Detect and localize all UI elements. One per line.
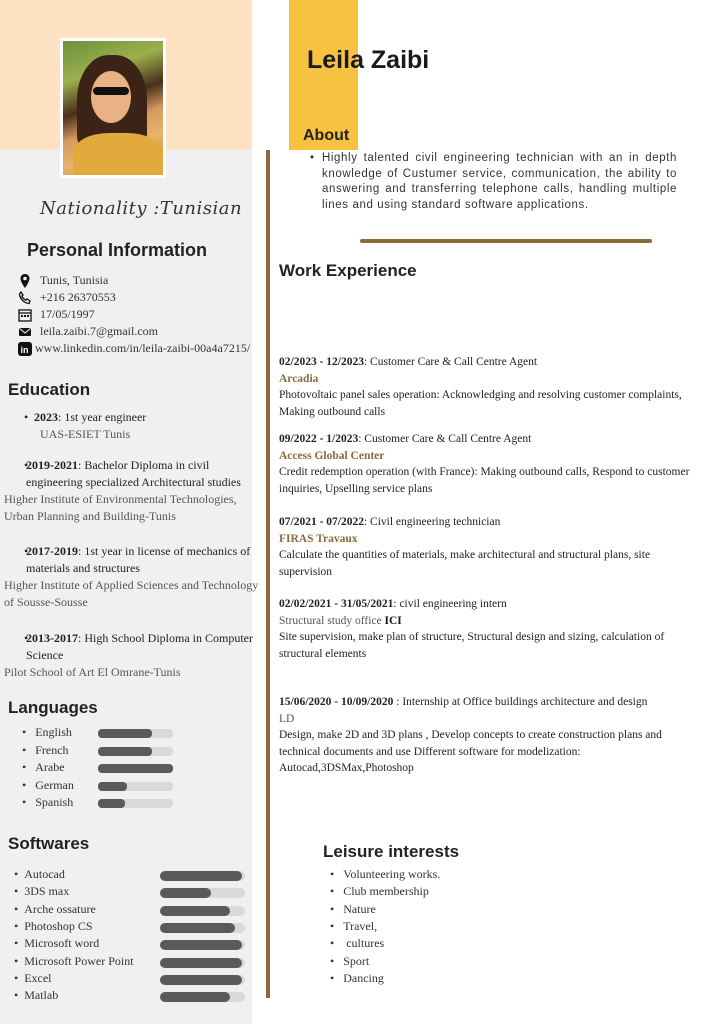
- education-item: [4, 543, 262, 611]
- software-level-fill: [160, 871, 242, 881]
- language-level-fill: [98, 764, 173, 773]
- leisure-item: • cultures: [330, 936, 385, 951]
- about-text: • Highly talented civil engineering technician with an in depth knowledge of Custumer service, communication, the ability to answering and transferring telephone calls, handling multiple lines and using standard software applications.: [322, 151, 677, 213]
- software-item: • 3DS max: [14, 884, 70, 899]
- software-level-bar: [160, 940, 245, 950]
- calendar-icon: [18, 308, 32, 322]
- job-company: Structural study office ICI: [279, 614, 402, 627]
- job-entry: [279, 694, 694, 777]
- job-entry: [279, 354, 694, 420]
- leisure-item: • Dancing: [330, 970, 384, 985]
- education-title: Education: [8, 380, 91, 399]
- software-level-bar: [160, 906, 245, 916]
- linkedin-link[interactable]: www.linkedin.com/in/leila-zaibi-00a4a7215/: [35, 341, 251, 355]
- software-item: • Microsoft Power Point: [14, 953, 134, 968]
- software-item: • Arche ossature: [14, 901, 96, 916]
- software-name: Microsoft Power Point: [24, 953, 134, 968]
- software-item: • Photoshop CS: [14, 918, 93, 933]
- job-role: : civil engineering intern: [393, 598, 507, 610]
- education-desc: : Bachelor Diploma in civil engineering specialized Architectural studies: [26, 458, 241, 489]
- language-name: English: [35, 725, 72, 739]
- vertical-divider: [266, 150, 270, 998]
- job-period: 15/06/2020 - 10/09/2020: [279, 696, 394, 708]
- education-year: 2023: [34, 410, 58, 424]
- work-experience-title: Work Experience: [279, 261, 417, 280]
- location-pin-icon: [18, 274, 32, 288]
- software-name: 3DS max: [24, 884, 70, 899]
- nationality: Nationality :Tunisian: [40, 198, 243, 219]
- leisure-item: • Sport: [330, 953, 370, 968]
- job-description: Credit redemption operation (with France): Making outbound calls, Respond to customer inquiries, Upselling service plans: [279, 466, 690, 495]
- language-level-bar: [98, 729, 173, 738]
- software-level-fill: [160, 975, 242, 985]
- software-level-bar: [160, 975, 245, 985]
- job-role: : Internship at Office buildings architecture and design: [393, 696, 648, 708]
- software-item: • Microsoft word: [14, 936, 100, 951]
- software-name: Autocad: [24, 867, 65, 881]
- education-desc: : 1st year in license of mechanics of materials and structures: [26, 544, 251, 575]
- job-company: Arcadia: [279, 372, 319, 385]
- language-item: • French: [22, 742, 69, 757]
- job-company: FIRAS Travaux: [279, 532, 358, 545]
- software-level-bar: [160, 992, 245, 1002]
- software-item: • Autocad: [14, 867, 65, 881]
- language-level-bar: [98, 747, 173, 756]
- software-name: Arche ossature: [24, 901, 96, 916]
- education-item: [4, 457, 262, 525]
- language-item: • Spanish: [22, 795, 74, 809]
- birthdate-text: 17/05/1997: [40, 307, 95, 321]
- job-entry: [279, 596, 694, 662]
- software-level-bar: [160, 958, 245, 968]
- candidate-name: Leila Zaibi: [307, 46, 430, 74]
- education-school: Higher Institute of Applied Sciences and Technology of Sousse-Sousse: [4, 578, 259, 609]
- language-item: • German: [22, 777, 74, 792]
- language-item: • Arabe: [22, 760, 65, 774]
- job-period: 02/02/2021 - 31/05/2021: [279, 598, 394, 610]
- leisure-item: • Nature: [330, 901, 376, 916]
- contact-linkedin: [18, 341, 250, 356]
- language-level-fill: [98, 782, 127, 791]
- language-level-fill: [98, 747, 152, 756]
- profile-photo: [60, 38, 166, 178]
- personal-info-title: Personal Information: [27, 240, 208, 260]
- language-level-bar: [98, 799, 173, 808]
- software-level-fill: [160, 940, 242, 950]
- job-role: : Customer Care & Call Centre Agent: [363, 356, 538, 368]
- leisure-item: • Club membership: [330, 884, 429, 899]
- software-name: Matlab: [24, 988, 59, 1003]
- job-period: 09/2022 - 1/2023: [279, 433, 359, 445]
- about-title: About: [303, 127, 350, 144]
- education-school: UAS-ESIET Tunis: [40, 427, 131, 441]
- language-level-fill: [98, 729, 152, 738]
- software-item: • Matlab: [14, 988, 59, 1003]
- location-text: Tunis, Tunisia: [40, 273, 109, 287]
- job-period: 07/2021 - 07/2022: [279, 516, 364, 528]
- phone-icon: [18, 291, 32, 305]
- education-year: 2017-2019: [26, 544, 78, 558]
- language-name: French: [35, 742, 69, 757]
- software-name: Microsoft word: [24, 936, 100, 951]
- software-level-fill: [160, 906, 230, 916]
- language-level-fill: [98, 799, 125, 808]
- job-company: Access Global Center: [279, 449, 385, 462]
- phone-text: +216 26370553: [40, 290, 116, 304]
- job-company: LD: [279, 712, 295, 725]
- education-year: 2019-2021: [26, 458, 78, 472]
- education-item: [4, 630, 262, 681]
- language-name: German: [35, 777, 74, 792]
- software-item: • Excel: [14, 970, 52, 985]
- education-desc: : High School Diploma in Computer Science: [26, 631, 253, 662]
- job-role: : Customer Care & Call Centre Agent: [358, 433, 532, 445]
- leisure-item: • Travel,: [330, 918, 378, 933]
- job-entry: [279, 431, 694, 497]
- job-role: : Civil engineering technician: [363, 516, 501, 528]
- language-name: Arabe: [35, 760, 65, 774]
- contact-birthdate: [18, 307, 95, 322]
- education-school: Higher Institute of Environmental Technologies, Urban Planning and Building-Tunis: [4, 492, 237, 523]
- contact-location: [18, 273, 108, 288]
- language-name: Spanish: [35, 795, 74, 809]
- job-description: Photovoltaic panel sales operation: Acknowledging and resolving customer complaints, Making outbound calls: [279, 389, 682, 418]
- languages-title: Languages: [8, 698, 98, 717]
- language-item: • English: [22, 725, 72, 739]
- software-name: Excel: [24, 970, 52, 985]
- education-desc: : 1st year engineer: [58, 410, 147, 424]
- softwares-title: Softwares: [8, 834, 90, 853]
- software-level-fill: [160, 888, 211, 898]
- education-year: 2013-2017: [26, 631, 78, 645]
- language-level-bar: [98, 764, 173, 773]
- software-level-fill: [160, 923, 235, 933]
- job-description: Design, make 2D and 3D plans , Develop concepts to create construction plans and technical documents and use Different software for modelization: Autocad,3DSMax,Photoshop: [279, 729, 662, 774]
- about-divider: [360, 239, 652, 243]
- software-level-fill: [160, 958, 242, 968]
- email-icon: [18, 325, 32, 339]
- job-description: Calculate the quantities of materials, make architectural and structural plans, site supervision: [279, 549, 651, 578]
- job-period: 02/2023 - 12/2023: [279, 356, 364, 368]
- software-name: Photoshop CS: [24, 918, 93, 933]
- software-level-bar: [160, 888, 245, 898]
- svg-text:in: in: [20, 344, 29, 355]
- job-description: Site supervision, make plan of structure, Structural design and sizing, calculation of structural elements: [279, 631, 665, 660]
- software-level-fill: [160, 992, 230, 1002]
- job-entry: [279, 514, 694, 580]
- contact-email: [18, 324, 158, 339]
- education-school: Pilot School of Art El Omrane-Tunis: [4, 665, 181, 679]
- software-level-bar: [160, 871, 245, 881]
- leisure-item: • Volunteering works.: [330, 867, 441, 881]
- software-level-bar: [160, 923, 245, 933]
- leisure-title: Leisure interests: [323, 842, 460, 861]
- contact-phone: [18, 290, 116, 305]
- education-item: [4, 409, 262, 443]
- email-link[interactable]: leila.zaibi.7@gmail.com: [40, 324, 159, 338]
- linkedin-icon: [18, 342, 32, 356]
- language-level-bar: [98, 782, 173, 791]
